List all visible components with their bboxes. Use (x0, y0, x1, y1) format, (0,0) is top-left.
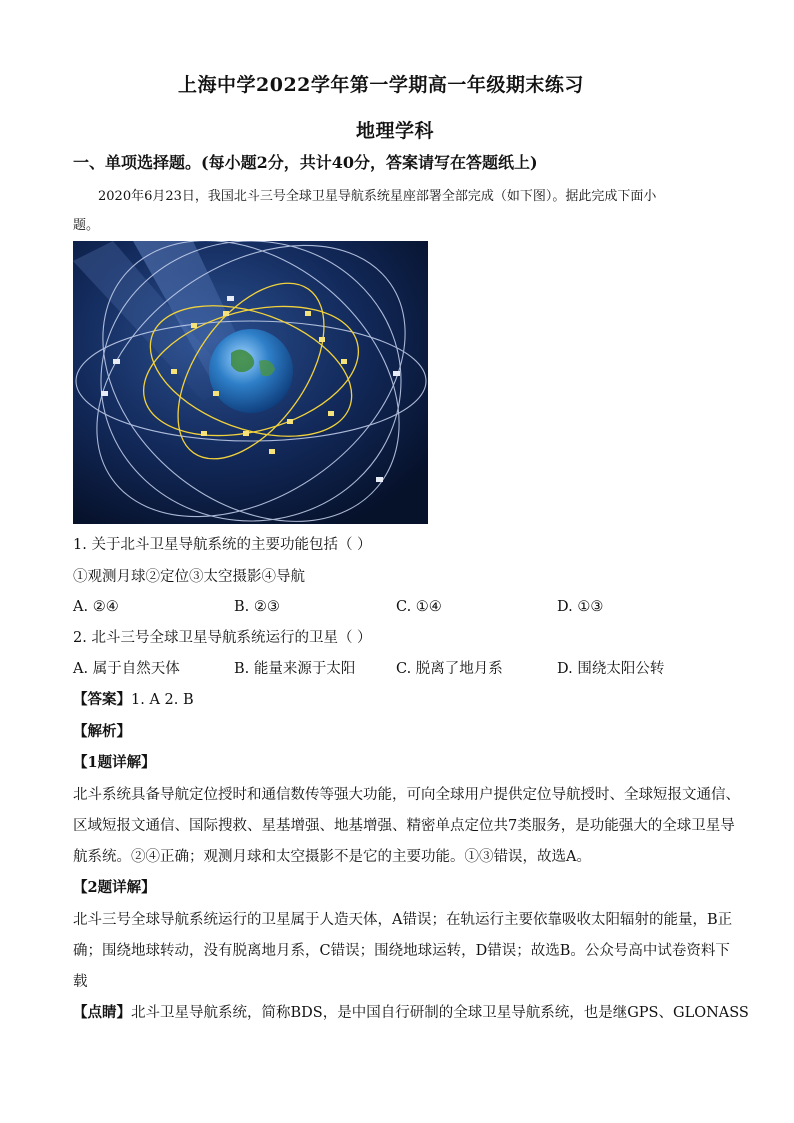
detail-1-line-3: 航系统。②④正确；观测月球和太空摄影不是它的主要功能。①③错误，故选A。 (73, 849, 591, 865)
note-label: 【点睛】 (73, 1004, 131, 1021)
question-1-option-d: D. ①③ (557, 599, 604, 615)
detail-1-line-2: 区域短报文通信、国际搜救、星基增强、地基增强、精密单点定位共7类服务，是功能强大的全球卫星导 (73, 818, 735, 834)
intro-line-2: 题。 (73, 218, 100, 233)
question-1-stem: 1. 关于北斗卫星导航系统的主要功能包括（ ） (73, 537, 372, 553)
question-2-option-c: C. 脱离了地月系 (396, 661, 503, 677)
answer-line (73, 693, 194, 708)
question-1-option-b: B. ②③ (234, 599, 280, 615)
question-2-option-d: D. 围绕太阳公转 (557, 661, 665, 677)
note-line (73, 1006, 749, 1021)
section-heading: 一、单项选择题。(每小题2分，共计40分，答案请写在答题纸上) (73, 153, 538, 172)
note-text: 北斗卫星导航系统，简称BDS，是中国自行研制的全球卫星导航系统，也是继GPS、GLONASS (131, 1005, 749, 1021)
detail-2-line-1: 北斗三号全球导航系统运行的卫星属于人造天体，A错误；在轨运行主要依靠吸收太阳辐射的能量，B正 (73, 912, 733, 928)
beidou-constellation-figure (73, 241, 428, 524)
question-2-option-a: A. 属于自然天体 (73, 661, 180, 677)
question-2-stem: 2. 北斗三号全球卫星导航系统运行的卫星（ ） (73, 630, 372, 646)
answer-label: 【答案】 (73, 691, 131, 708)
detail-1-label: 【1题详解】 (73, 754, 156, 771)
question-1-subitems: ①观测月球②定位③太空摄影④导航 (73, 569, 305, 585)
detail-2-line-3: 载 (73, 974, 88, 990)
question-2-option-b: B. 能量来源于太阳 (234, 661, 356, 677)
detail-2-line-2: 确；围绕地球转动，没有脱离地月系，C错误；围绕地球运转，D错误；故选B。公众号高中试卷资料下 (73, 943, 730, 959)
subject-title: 地理学科 (356, 120, 435, 142)
detail-1-line-1: 北斗系统具备导航定位授时和通信数传等强大功能，可向全球用户提供定位导航授时、全球短报文通信、 (73, 787, 740, 803)
question-1-option-a: A. ②④ (73, 599, 119, 615)
question-1-option-c: C. ①④ (396, 599, 442, 615)
constellation-illustration (73, 241, 428, 524)
detail-2-label: 【2题详解】 (73, 879, 156, 896)
intro-line-1: 2020年6月23日，我国北斗三号全球卫星导航系统星座部署全部完成（如下图）。据此完成下面小 (98, 189, 657, 204)
answer-text: 1. A 2. B (131, 692, 194, 708)
page-title: 上海中学2022学年第一学期高一年级期末练习 (178, 74, 584, 96)
analysis-label: 【解析】 (73, 723, 131, 740)
